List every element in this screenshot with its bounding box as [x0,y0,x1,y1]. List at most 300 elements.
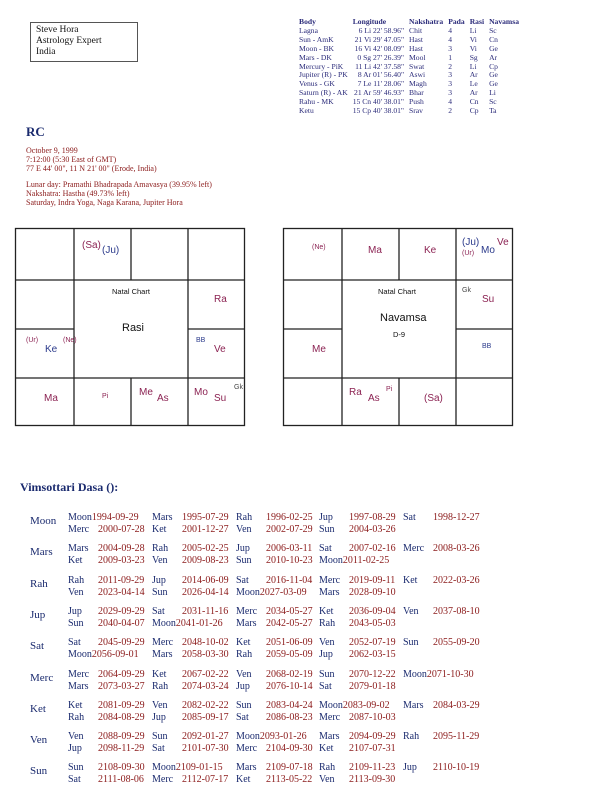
dasa-period-planet: Ven [68,731,84,743]
planet-cell: Le [469,79,478,89]
dasa-period-entry [319,762,395,773]
dasa-period-date: 2086-08-23 [266,711,313,723]
dasa-period-entry [236,524,313,535]
planet-cell: Aswi [409,70,426,80]
planet-cell: Venus - GK [299,79,335,89]
planet-rahu-label: Ra [214,294,227,305]
dasa-period-date: 2109-11-23 [349,762,396,774]
planet-cell: Ta [489,106,497,116]
bb-label: BB [196,337,206,344]
planet-mercury-label: Me [139,387,153,398]
planet-row [299,107,524,116]
planet-cell: 1 [448,52,453,62]
dasa-period-planet: Ket [68,555,83,567]
dasa-period-entry [152,743,229,754]
dasa-period-planet: Rah [319,617,336,629]
dasa-lord-sat: Sat [30,640,45,653]
planet-ketu-label: Ke [45,344,58,355]
dasa-period-planet: Mars [236,762,257,774]
dasa-period-date: 2085-09-17 [182,711,229,723]
dasa-period-entry [152,512,229,523]
planet-cell: 21 Vi 29' 47.05" [354,34,405,44]
planet-cell: Cn [489,34,498,44]
planet-cell: 0 Sg 27' 26.39" [357,52,405,62]
dasa-period-date: 2108-09-30 [98,762,145,774]
dasa-period-entry [152,618,223,629]
dasa-period-entry [152,712,229,723]
dasa-period-planet: Jup [236,680,250,692]
dasa-period-date: 2023-04-14 [98,586,145,598]
planet-cell: 11 Li 42' 37.58" [355,61,405,71]
planet-jupiter-label: (Ju) [102,245,120,256]
birth-date: October 9, 1999 [26,146,78,155]
dasa-period-planet: Rah [236,649,253,661]
dasa-period-date: 2004-09-28 [98,543,145,555]
dasa-period-entry [236,555,313,566]
planet-cell: Mercury - PiK [299,61,344,71]
dasa-period-date: 2113-05-22 [266,774,313,785]
dasa-period-planet: Rah [236,512,253,523]
dasa-period-planet: Merc [152,637,174,649]
dasa-period-date: 2026-04-14 [182,586,229,598]
rasi-chart [14,227,246,427]
dasa-period-date: 2110-10-19 [433,762,480,774]
dasa-period-date: 2101-07-30 [182,743,229,755]
dasa-period-entry [152,681,229,692]
navamsa-chart-name: Navamsa [380,312,427,324]
dasa-period-entry [319,743,396,754]
dasa-period-date: 2029-09-29 [98,605,145,617]
dasa-period-entry [403,606,480,617]
dasa-period-entry [152,762,223,773]
planet-neptune-label: (Ne) [312,244,326,251]
dasa-period-date: 2064-09-29 [98,668,145,680]
dasa-period-planet: Jup [319,649,333,661]
planet-cell: Cp [489,61,498,71]
dasa-period-entry [68,637,145,648]
dasa-period-entry [236,743,313,754]
dasa-period-date: 2087-10-03 [349,711,396,723]
planet-cell: 3 [448,70,453,80]
planet-jupiter-label: (Ju) [462,237,480,248]
dasa-period-date: 2068-02-19 [266,668,313,680]
dasa-period-planet: Merc [68,668,90,680]
dasa-period-planet: Merc [319,711,341,723]
dasa-period-date: 2000-07-28 [98,524,145,535]
dasa-period-planet: Merc [68,524,90,535]
dasa-period-entry [152,575,229,586]
planet-uranus-label: (Ur) [26,337,39,344]
planet-cell: Sc [489,25,497,35]
dasa-period-planet: Sun [403,637,419,649]
dasa-period-planet: Mars [403,699,424,711]
dasa-period-entry [403,512,480,523]
dasa-period-planet: Mars [152,649,173,661]
dasa-period-entry [236,669,313,680]
dasa-period-entry [68,543,145,554]
planet-mars-label: Ma [44,393,58,404]
dasa-period-planet: Sat [236,711,249,723]
dasa-period-entry [319,512,396,523]
planet-cell: 15 Cn 40' 38.01" [352,97,405,107]
dasa-period-date: 2095-11-29 [433,731,480,743]
dasa-period-entry [319,731,396,742]
dasa-period-entry [403,700,480,711]
dasa-period-date: 2034-05-27 [266,605,313,617]
planet-cell: Jupiter (R) - PK [299,70,348,80]
planet-cell: Ge [489,70,498,80]
planet-cell: Vi [469,43,477,53]
planet-cell: Bhar [409,88,424,98]
dasa-period-entry [236,774,312,785]
dasa-period-date: 2112-07-17 [182,774,229,785]
dasa-period-entry [319,700,390,711]
dasa-period-date: 2092-01-27 [182,731,229,743]
planet-cell: 21 Ar 59' 46.93" [354,88,405,98]
planet-moon-label: Mo [194,387,208,398]
dasa-period-entry [68,555,145,566]
dasa-period-planet: Ven [68,586,84,598]
dasa-period-entry [68,587,145,598]
dasa-period-date: 2073-03-27 [98,680,145,692]
dasa-period-entry [152,543,229,554]
dasa-lord-sun: Sun [30,765,48,778]
dasa-period-date: 2006-03-11 [266,543,313,555]
dasa-period-planet: Jup [236,543,250,555]
dasa-period-planet: Moon [236,731,260,743]
planet-cell: Cp [469,106,479,116]
dasa-period-planet: Sun [319,668,335,680]
dasa-period-planet: Jup [319,512,333,523]
planet-cell: 4 [448,97,453,107]
dasa-period-entry [152,555,229,566]
dasa-period-date: 2058-03-30 [182,649,229,661]
dasa-period-entry [152,774,228,785]
dasa-period-planet: Ven [319,637,335,649]
bb-label: BB [482,343,492,350]
dasa-period-date: 2082-02-22 [182,699,229,711]
dasa-period-date: 1997-08-29 [349,512,396,523]
dasa-section-title: Vimsottari Dasa (): [20,480,119,494]
planet-cell: Swat [409,61,425,71]
dasa-lord-rah: Rah [30,577,48,590]
brand-name: Steve Hora [36,25,79,35]
navamsa-chart-grid [282,227,514,427]
planet-cell: 4 [448,34,453,44]
dasa-period-planet: Sun [319,524,335,535]
dasa-period-date: 2056-09-01 [91,649,139,661]
planet-venus-label: Ve [214,344,226,355]
planet-cell: Ge [489,43,498,53]
dasa-period-date: 2084-08-29 [98,711,145,723]
column-header: Body [299,17,316,26]
dasa-period-entry [236,712,313,723]
dasa-period-date: 2008-03-26 [433,543,480,555]
dasa-lord-merc: Merc [30,671,54,684]
dasa-period-entry [319,637,396,648]
dasa-period-entry [236,637,313,648]
dasa-period-entry [68,762,145,773]
planet-mercury-label: Me [312,344,326,355]
dasa-period-entry [68,681,145,692]
rasi-chart-name: Rasi [122,322,145,334]
planet-cell: 15 Cp 40' 38.01" [352,106,405,116]
dasa-lord-jup: Jup [30,608,46,621]
dasa-period-date: 2042-05-27 [266,617,313,629]
lunar-day: Lunar day: Pramathi Bhadrapada Amavasya (39.95% left) [26,180,212,189]
ascendant-label: As [157,393,169,404]
dasa-period-date: 1995-07-29 [182,512,229,523]
planet-cell: Rahu - MK [299,97,334,107]
planet-cell: Hast [409,34,423,44]
dasa-period-entry [319,543,396,554]
planet-sun-label: Su [214,393,227,404]
dasa-period-date: 2002-07-29 [266,524,313,535]
dasa-period-planet: Sat [152,605,165,617]
dasa-period-entry [68,743,144,754]
dasa-period-entry [68,700,145,711]
gk-label: Gk [462,287,471,294]
dasa-period-planet: Rah [152,543,169,555]
dasa-period-planet: Mars [68,680,89,692]
dasa-period-entry [319,681,396,692]
dasa-period-entry [319,524,396,535]
planet-pluto-label: Pi [102,393,109,400]
dasa-period-entry [236,618,313,629]
planet-saturn-label: (Sa) [82,240,101,251]
dasa-period-planet: Moon [403,668,427,680]
dasa-period-planet: Merc [319,574,341,586]
planet-cell: Mool [409,52,426,62]
navamsa-chart [282,227,514,427]
dasa-period-date: 2094-09-29 [349,731,396,743]
dasa-period-date: 2067-02-22 [182,668,229,680]
dasa-period-planet: Ket [319,605,334,617]
planet-cell: Ge [489,79,498,89]
planet-rahu-label: Ra [349,387,362,398]
dasa-period-date: 2009-08-23 [182,555,229,567]
birth-place: 77 E 44' 00", 11 N 21' 00" (Erode, India) [26,164,157,173]
dasa-period-entry [403,543,480,554]
dasa-period-planet: Ket [152,668,167,680]
dasa-period-date: 2011-09-29 [98,574,145,586]
dasa-period-planet: Sun [236,555,252,567]
dasa-lord-ven: Ven [30,734,48,747]
dasa-period-planet: Jup [68,605,82,617]
dasa-period-planet: Moon [319,699,343,711]
planet-cell: Moon - BK [299,43,335,53]
dasa-period-date: 2040-04-07 [98,617,145,629]
planet-sun-label: Su [482,294,495,305]
dasa-period-entry [152,700,229,711]
planet-cell: Li [469,61,477,71]
column-header: Rasi [469,17,485,26]
dasa-period-date: 2028-09-10 [349,586,396,598]
dasa-period-entry [236,649,313,660]
dasa-period-planet: Sun [152,586,168,598]
dasa-period-date: 2083-09-02 [342,699,390,711]
dasa-period-date: 2098-11-29 [98,743,145,755]
planet-cell: 3 [448,79,453,89]
dasa-period-planet: Merc [403,543,425,555]
dasa-period-entry [68,731,145,742]
dasa-lord-moon: Moon [30,515,57,527]
planet-neptune-label: (Ne) [63,337,77,344]
gk-label: Gk [234,384,243,391]
planet-cell: Cn [469,97,479,107]
dasa-period-planet: Moon [236,586,260,598]
dasa-period-entry [403,731,479,742]
dasa-period-planet: Sat [68,774,81,785]
dasa-period-date: 2041-01-26 [175,617,223,629]
dasa-period-planet: Sat [152,743,165,755]
dasa-period-planet: Merc [236,605,258,617]
dasa-lord-mars: Mars [30,546,53,559]
birth-time: 7:12:00 (5:30 East of GMT) [26,155,117,164]
planet-cell: Li [469,25,477,35]
dasa-period-date: 2083-04-24 [266,699,313,711]
dasa-period-planet: Ven [152,699,168,711]
dasa-period-entry [68,774,144,785]
planet-positions-table [299,18,524,116]
dasa-period-date: 2062-03-15 [349,649,396,661]
dasa-period-date: 2007-02-16 [349,543,396,555]
column-header: Pada [448,17,465,26]
dasa-period-entry [152,669,229,680]
dasa-period-planet: Merc [152,774,174,785]
dasa-period-date: 2004-03-26 [349,524,396,535]
dasa-period-planet: Sun [68,762,84,774]
dasa-period-planet: Moon [152,762,176,774]
planet-cell: Mars - DK [299,52,332,62]
dasa-period-date: 2009-03-23 [98,555,145,567]
ascendant-label: As [368,393,380,404]
dasa-period-date: 2071-10-30 [426,668,474,680]
dasa-period-date: 2093-01-26 [259,731,307,743]
dasa-period-entry [319,606,396,617]
dasa-period-date: 2081-09-29 [98,699,145,711]
column-header: Longitude [352,17,387,26]
dasa-period-date: 2076-10-14 [266,680,313,692]
dasa-period-planet: Sun [152,731,168,743]
nakshatra-info: Nakshatra: Hastha (49.73% left) [26,189,130,198]
planet-cell: Ar [469,70,478,80]
brand-box [30,22,138,62]
dasa-period-entry [68,512,139,523]
dasa-period-date: 2111-08-06 [98,774,144,785]
dasa-period-entry [152,524,229,535]
dasa-period-planet: Sat [236,574,249,586]
dasa-period-planet: Moon [68,512,92,523]
planet-cell: Ar [469,88,478,98]
navamsa-chart-subtitle: D-9 [393,330,406,339]
dasa-period-date: 2036-09-04 [349,605,396,617]
column-header: Navamsa [489,17,520,26]
dasa-period-entry [68,606,145,617]
dasa-period-planet: Ket [403,574,418,586]
planet-cell: Lagna [299,25,318,35]
dasa-period-planet: Jup [152,711,166,723]
dasa-period-entry [152,649,229,660]
planet-cell: Sc [489,97,497,107]
dasa-period-planet: Jup [68,743,82,755]
brand-subtitle: Astrology Expert [36,36,102,46]
dasa-period-entry [68,669,145,680]
planet-cell: Sg [469,52,478,62]
dasa-period-entry [236,731,307,742]
dasa-period-planet: Rah [152,680,169,692]
dasa-period-entry [152,731,229,742]
dasa-period-planet: Moon [68,649,92,661]
dasa-period-date: 2109-07-18 [266,762,313,774]
dasa-period-planet: Mars [68,543,89,555]
dasa-period-entry [68,575,144,586]
dasa-period-planet: Rah [319,762,336,774]
dasa-period-entry [236,587,307,598]
page-title: RC [26,124,45,139]
planet-cell: Li [489,88,496,98]
planet-cell: 6 Li 22' 58.96" [358,25,405,35]
dasa-period-date: 2070-12-22 [349,668,396,680]
dasa-period-date: 2005-02-25 [182,543,229,555]
dasa-period-date: 2037-08-10 [433,605,480,617]
yoga-info: Saturday, Indra Yoga, Naga Karana, Jupiter Hora [26,198,183,207]
dasa-period-date: 2016-11-04 [266,574,313,586]
dasa-period-planet: Mars [319,731,340,743]
dasa-period-planet: Sun [68,617,84,629]
planet-cell: Vi [469,34,477,44]
dasa-period-planet: Ven [403,605,419,617]
navamsa-chart-title: Natal Chart [378,287,416,296]
dasa-period-planet: Jup [152,574,166,586]
dasa-period-date: 2027-03-09 [259,586,307,598]
planet-cell: Push [409,97,424,107]
rasi-chart-title: Natal Chart [112,287,150,296]
planet-cell: 3 [448,88,453,98]
dasa-period-date: 1996-02-25 [266,512,313,523]
dasa-period-planet: Mars [152,512,173,523]
dasa-period-date: 2043-05-03 [349,617,396,629]
dasa-period-planet: Moon [319,555,343,567]
planet-cell: 7 Le 11' 28.06" [357,79,405,89]
dasa-period-entry [319,618,396,629]
dasa-period-date: 1994-09-29 [91,512,139,523]
planet-cell: 16 Vi 42' 08.09" [354,43,405,53]
dasa-period-entry [68,524,145,535]
dasa-period-entry [152,637,229,648]
planet-cell: Magh [409,79,427,89]
planet-saturn-label: (Sa) [424,393,443,404]
planet-mars-label: Ma [368,245,382,256]
column-header: Nakshatra [409,17,444,26]
dasa-period-entry [403,762,479,773]
brand-country: India [36,47,56,57]
planet-cell: Sun - AmK [299,34,334,44]
dasa-period-planet: Ven [152,555,168,567]
dasa-period-planet: Rah [68,574,85,586]
dasa-period-entry [152,587,229,598]
dasa-period-date: 2019-09-11 [349,574,396,586]
dasa-period-planet: Sun [236,699,252,711]
planet-uranus-label: (Ur) [462,250,475,257]
dasa-period-entry [236,606,313,617]
dasa-period-planet: Ven [236,524,252,535]
dasa-period-planet: Ven [236,668,252,680]
planet-cell: 4 [448,25,453,35]
dasa-period-entry [152,606,228,617]
dasa-period-date: 2051-06-09 [266,637,313,649]
planet-cell: Saturn (R) - AK [299,88,348,98]
